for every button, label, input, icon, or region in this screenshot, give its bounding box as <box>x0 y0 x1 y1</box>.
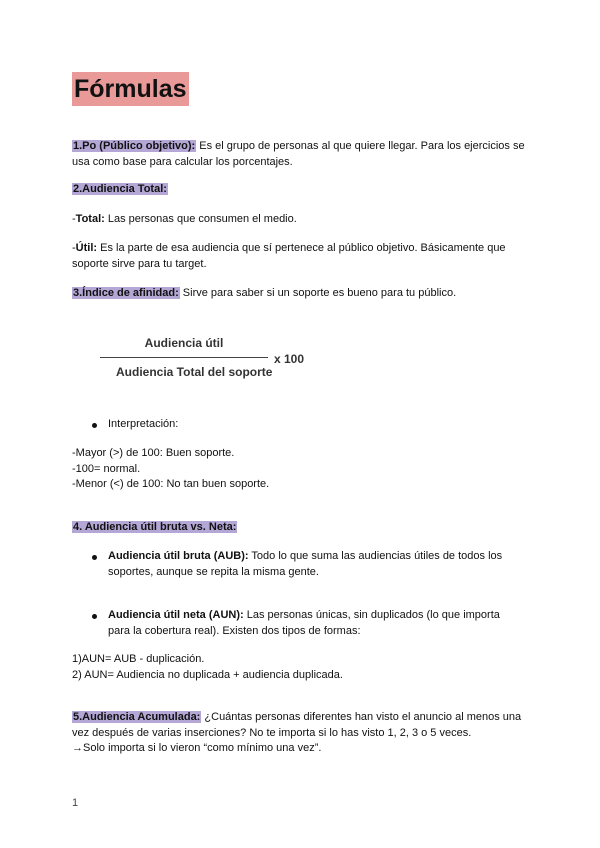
bullet-icon <box>92 614 97 619</box>
section-3 <box>72 286 456 302</box>
total-definition: -Total: Las personas que consumen el medio. <box>72 213 297 225</box>
interpretation-line-2: -100= normal. <box>72 462 141 475</box>
interpretation-lines <box>72 446 269 493</box>
aun-item <box>108 608 528 639</box>
section-1-heading: 1.Po (Público objetivo): <box>73 140 196 152</box>
section-5-note: →Solo importa si lo vieron “como mínimo una vez”. <box>72 742 322 754</box>
aun-formulas <box>72 652 343 683</box>
section-5 <box>72 710 542 757</box>
util-text: Es la parte de esa audiencia que sí pertenece al público objetivo. Básicamente que <box>97 242 506 254</box>
interpretation-line-3: -Menor (<) de 100: No tan buen soporte. <box>72 478 270 490</box>
aub-text: Todo lo que suma las audiencias útiles de todos los <box>248 550 503 562</box>
formula-multiplier: x 100 <box>274 352 305 366</box>
bullet-icon <box>92 423 97 428</box>
total-text: Las personas que consumen el medio. <box>104 213 297 225</box>
interpretation-line-1: -Mayor (>) de 100: Buen soporte. <box>72 447 235 459</box>
aun-text-cont: para la cobertura real). Existen dos tipos de formas: <box>108 624 361 637</box>
aun-label: Audiencia útil neta (AUN): <box>108 609 244 621</box>
util-label: Útil: <box>75 242 98 254</box>
formula-denominator: Audiencia Total del soporte <box>116 365 273 379</box>
section-3-text: Sirve para saber si un soporte es bueno para tu público. <box>179 287 457 299</box>
formula-numerator: Audiencia útil <box>144 336 224 350</box>
section-5-text-cont: vez después de varias inserciones? No te importa si lo has visto 1, 2, 3 o 5 veces. <box>72 726 472 739</box>
aun-text: Las personas únicas, sin duplicados (lo que importa <box>243 609 500 621</box>
bullet-icon <box>92 555 97 560</box>
section-3-heading: 3.Índice de afinidad: <box>73 287 179 299</box>
aub-text-cont: soportes, aunque se repita la misma gente. <box>108 565 319 578</box>
section-2-heading: 2.Audiencia Total: <box>73 183 167 195</box>
page-title: Fórmulas <box>72 72 189 106</box>
aub-item <box>108 549 518 580</box>
section-1 <box>72 139 542 170</box>
page-number: 1 <box>72 797 79 809</box>
total-label: Total: <box>75 213 105 225</box>
aub-label: Audiencia útil bruta (AUB): <box>108 550 249 562</box>
section-4-heading: 4. Audiencia útil bruta vs. Neta: <box>73 521 237 533</box>
formula-fraction-bar <box>100 357 268 358</box>
section-4-heading-row <box>72 520 237 536</box>
aun-formula-1: 1)AUN= AUB - duplicación. <box>72 653 205 665</box>
section-5-heading: 5.Audiencia Acumulada: <box>73 711 201 723</box>
util-text-cont: soporte sirve para tu target. <box>72 257 207 270</box>
interpretation-bullet: Interpretación: <box>108 418 179 430</box>
section-5-text: ¿Cuántas personas diferentes han visto el anuncio al menos una <box>201 711 522 723</box>
util-definition: -Útil: Es la parte de esa audiencia que sí pertenece al público objetivo. Básicamente que soporte sirve para tu target. <box>72 241 542 272</box>
section-1-text-cont: usa como base para calcular los porcentajes. <box>72 155 293 168</box>
section-1-text: Es el grupo de personas al que quiere llegar. Para los ejercicios se <box>196 140 525 152</box>
section-2-heading-row <box>72 182 168 198</box>
aun-formula-2: 2) AUN= Audiencia no duplicada + audiencia duplicada. <box>72 668 343 681</box>
